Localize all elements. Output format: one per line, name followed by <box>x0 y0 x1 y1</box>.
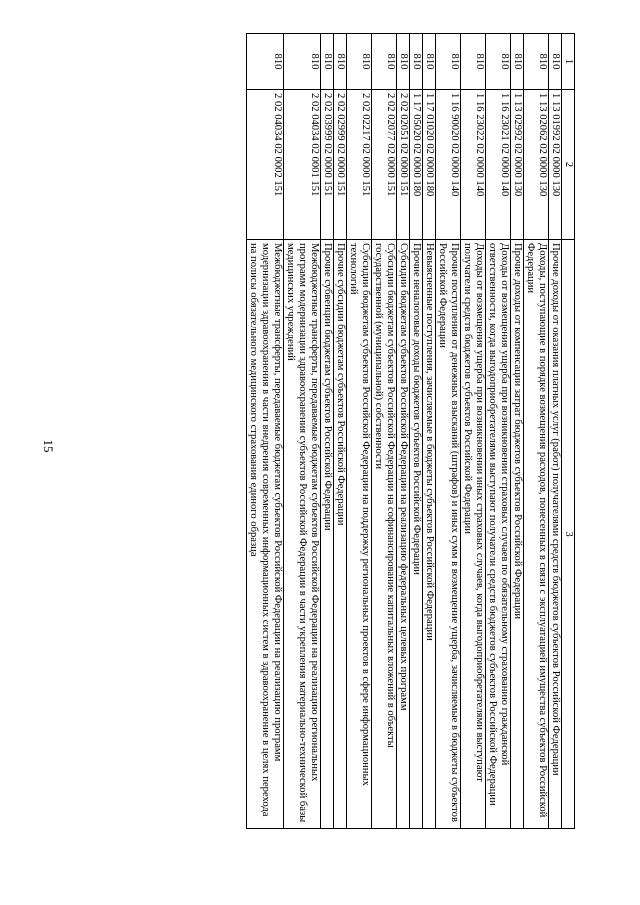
table-row <box>486 34 511 829</box>
budget-code-cell: 1 16 23021 02 0000 140 <box>486 90 511 240</box>
table-row <box>321 34 334 829</box>
table-row <box>347 34 372 829</box>
budget-code-cell: 1 13 02992 02 0000 130 <box>511 90 524 240</box>
admin-code-cell: 810 <box>372 34 397 90</box>
budget-code-cell: 2 02 04034 02 0001 151 <box>284 90 321 240</box>
revenue-name-cell: Прочие доходы от компенсации затрат бюджетов субъектов Российской Федерации <box>511 240 524 829</box>
table-body <box>247 34 562 829</box>
revenue-name-cell: Доходы от возмещения ущерба при возникновении иных страховых случаев, когда выгодоприобретателями выступают получатели средств бюджетов субъектов Российской Федерации <box>461 240 486 829</box>
table-row <box>397 34 410 829</box>
table-row <box>511 34 524 829</box>
column-header-3: 3 <box>562 240 575 829</box>
admin-code-cell: 810 <box>334 34 347 90</box>
column-header-1: 1 <box>562 34 575 90</box>
revenue-name-cell: Субсидии бюджетам субъектов Российской Федерации на поддержку региональных проектов в сфере информационных технологий <box>347 240 372 829</box>
table-header-row <box>562 34 575 829</box>
budget-code-cell: 2 02 02999 02 0000 151 <box>334 90 347 240</box>
table-row <box>549 34 562 829</box>
budget-code-cell: 2 02 02051 02 0000 151 <box>397 90 410 240</box>
admin-code-cell: 810 <box>511 34 524 90</box>
budget-code-cell: 2 02 02217 02 0000 151 <box>347 90 372 240</box>
revenue-name-cell: Межбюджетные трансферты, передаваемые бюджетам субъектов Российской Федерации на реализацию программ модернизации здравоохранения в части внедрения современных информационных систем в здравоохранение в целях перехода на полисы обязательного медицинского страхования единого образца <box>247 240 284 829</box>
admin-code-cell: 810 <box>410 34 423 90</box>
revenue-name-cell: Прочие неналоговые доходы бюджетов субъектов Российской Федерации <box>410 240 423 829</box>
admin-code-cell: 810 <box>461 34 486 90</box>
admin-code-cell: 810 <box>486 34 511 90</box>
table-row <box>284 34 321 829</box>
admin-code-cell: 810 <box>397 34 410 90</box>
budget-code-cell: 1 17 05020 02 0000 180 <box>410 90 423 240</box>
revenue-name-cell: Невыясненные поступления, зачисляемые в бюджеты субъектов Российской Федерации <box>423 240 436 829</box>
table-row <box>410 34 423 829</box>
page-number: 15 <box>41 439 56 453</box>
revenue-name-cell: Прочие субсидии бюджетам субъектов Российской Федерации <box>334 240 347 829</box>
revenue-name-cell: Доходы, поступающие в порядке возмещения расходов, понесенных в связи с эксплуатацией имущества субъектов Российской Федерации <box>524 240 549 829</box>
admin-code-cell: 810 <box>524 34 549 90</box>
admin-code-cell: 810 <box>284 34 321 90</box>
table-row <box>461 34 486 829</box>
budget-code-cell: 2 02 02077 02 0000 151 <box>372 90 397 240</box>
admin-code-cell: 810 <box>247 34 284 90</box>
budget-code-cell: 1 17 01020 02 0000 180 <box>423 90 436 240</box>
admin-code-cell: 810 <box>423 34 436 90</box>
budget-code-cell: 1 13 02062 02 0000 130 <box>524 90 549 240</box>
admin-code-cell: 810 <box>436 34 461 90</box>
table-row <box>436 34 461 829</box>
revenue-name-cell: Субсидии бюджетам субъектов Российской Федерации на софинансирование капитальных вложений в объекты государственной (муниципальной) собственности <box>372 240 397 829</box>
budget-code-cell: 2 02 04034 02 0002 151 <box>247 90 284 240</box>
admin-code-cell: 810 <box>549 34 562 90</box>
revenue-name-cell: Доходы от возмещения ущерба при возникновении страховых случаев по обязательному страхованию гражданской ответственности, когда выгодоприобретателями выступают получатели средств бюджетов субъектов Российской Федерации <box>486 240 511 829</box>
admin-code-cell: 810 <box>321 34 334 90</box>
column-header-2: 2 <box>562 90 575 240</box>
table-row <box>524 34 549 829</box>
revenue-name-cell: Прочие доходы от оказания платных услуг (работ) получателями средств бюджетов субъектов Российской Федерации <box>549 240 562 829</box>
budget-code-cell: 1 13 01992 02 0000 130 <box>549 90 562 240</box>
table-row <box>247 34 284 829</box>
budget-code-cell: 1 16 23022 02 0000 140 <box>461 90 486 240</box>
budget-code-cell: 1 16 90020 02 0000 140 <box>436 90 461 240</box>
revenue-name-cell: Прочие поступления от денежных взысканий (штрафов) и иных сумм в возмещение ущерба, зачисляемые в бюджеты субъектов Российской Федерации <box>436 240 461 829</box>
table-row <box>423 34 436 829</box>
table-row <box>334 34 347 829</box>
revenue-name-cell: Прочие субвенции бюджетам субъектов Российской Федерации <box>321 240 334 829</box>
budget-code-cell: 2 02 03999 02 0000 151 <box>321 90 334 240</box>
admin-code-cell: 810 <box>347 34 372 90</box>
table-row <box>372 34 397 829</box>
revenue-name-cell: Субсидии бюджетам субъектов Российской Федерации на реализацию федеральных целевых программ <box>397 240 410 829</box>
revenue-name-cell: Межбюджетные трансферты, передаваемые бюджетам субъектов Российской Федерации на реализацию региональных программ модернизации здравоохранения субъектов Российской Федерации в части укрепления материально-технической базы медицинских учреждений <box>284 240 321 829</box>
revenue-codes-table <box>246 33 575 829</box>
